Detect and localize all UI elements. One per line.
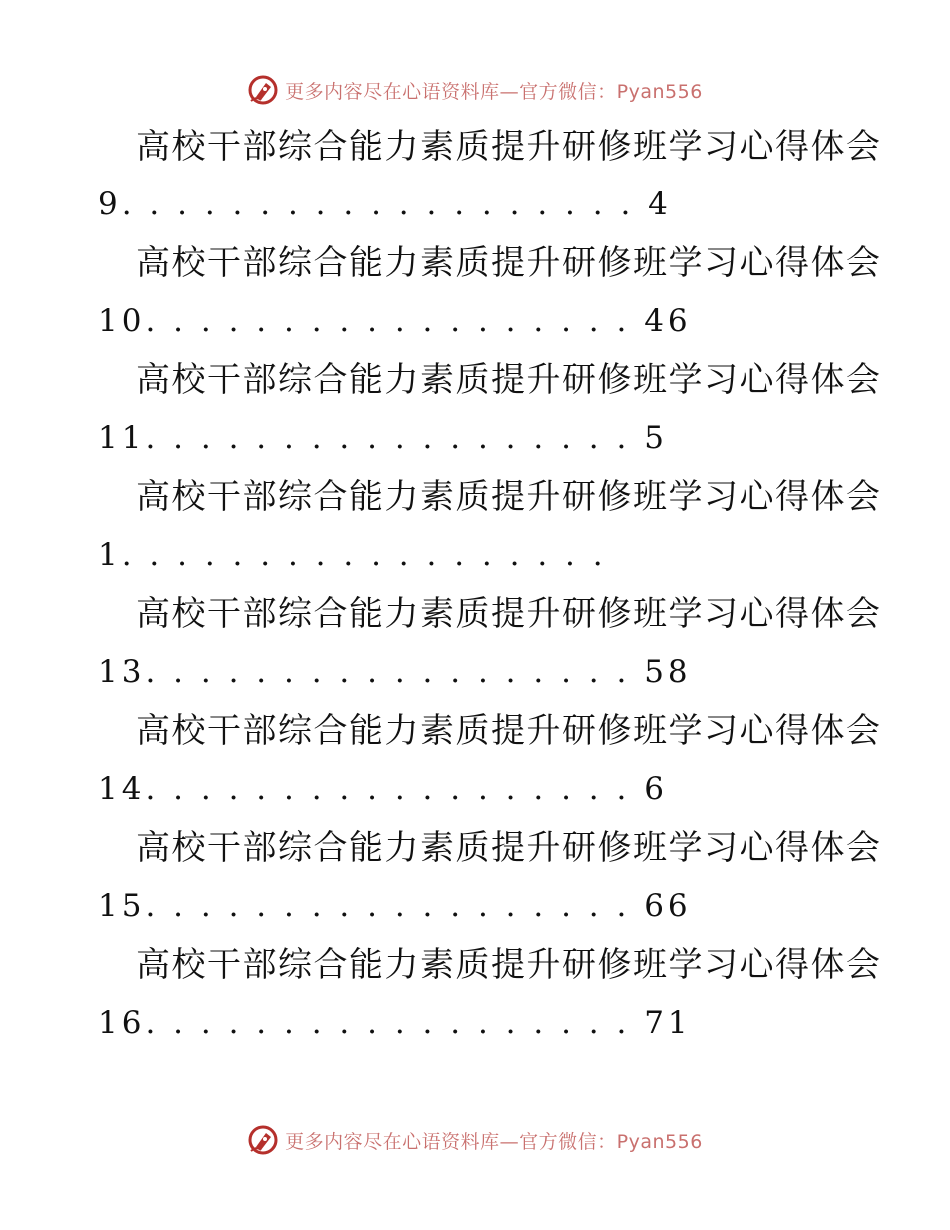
toc-entry-title: 高校干部综合能力素质提升研修班学习心得体会	[136, 594, 882, 634]
toc-entry-title: 高校干部综合能力素质提升研修班学习心得体会	[136, 360, 882, 400]
footer-wechat-id: Pyan556	[616, 1130, 703, 1153]
footer-banner-text: 更多内容尽在心语资料库—官方微信：Pyan556	[285, 1130, 703, 1153]
toc-entry-title: 高校干部综合能力素质提升研修班学习心得体会	[136, 243, 882, 283]
toc-entry-leader: 9. . . . . . . . . . . . . . . . . . . 4	[98, 186, 672, 222]
header-wechat-id: Pyan556	[616, 80, 703, 103]
footer-banner	[0, 1122, 950, 1158]
toc-entry-leader: 10. . . . . . . . . . . . . . . . . . 46	[98, 303, 692, 339]
toc-entry-title: 高校干部综合能力素质提升研修班学习心得体会	[136, 945, 882, 985]
toc-entry-title: 高校干部综合能力素质提升研修班学习心得体会	[136, 477, 882, 517]
toc-entry-leader: 15. . . . . . . . . . . . . . . . . . 66	[98, 888, 692, 924]
header-banner-text: 更多内容尽在心语资料库—官方微信：Pyan556	[285, 80, 703, 103]
toc-entry-title: 高校干部综合能力素质提升研修班学习心得体会	[136, 711, 882, 751]
toc-entry-title: 高校干部综合能力素质提升研修班学习心得体会	[136, 828, 882, 868]
pen-nib-circle-icon	[247, 74, 279, 106]
toc-entry-leader: 11. . . . . . . . . . . . . . . . . . 5	[98, 420, 668, 456]
toc-entry-leader: 16. . . . . . . . . . . . . . . . . . 71	[98, 1005, 692, 1041]
header-banner	[0, 72, 950, 108]
pen-nib-circle-icon	[247, 1124, 279, 1156]
toc-entry-title: 高校干部综合能力素质提升研修班学习心得体会	[136, 127, 882, 167]
toc-entry-leader: 13. . . . . . . . . . . . . . . . . . 58	[98, 654, 692, 690]
toc-entry-leader: 14. . . . . . . . . . . . . . . . . . 6	[98, 771, 668, 807]
toc-entry-leader: 1. . . . . . . . . . . . . . . . . .	[98, 537, 607, 573]
